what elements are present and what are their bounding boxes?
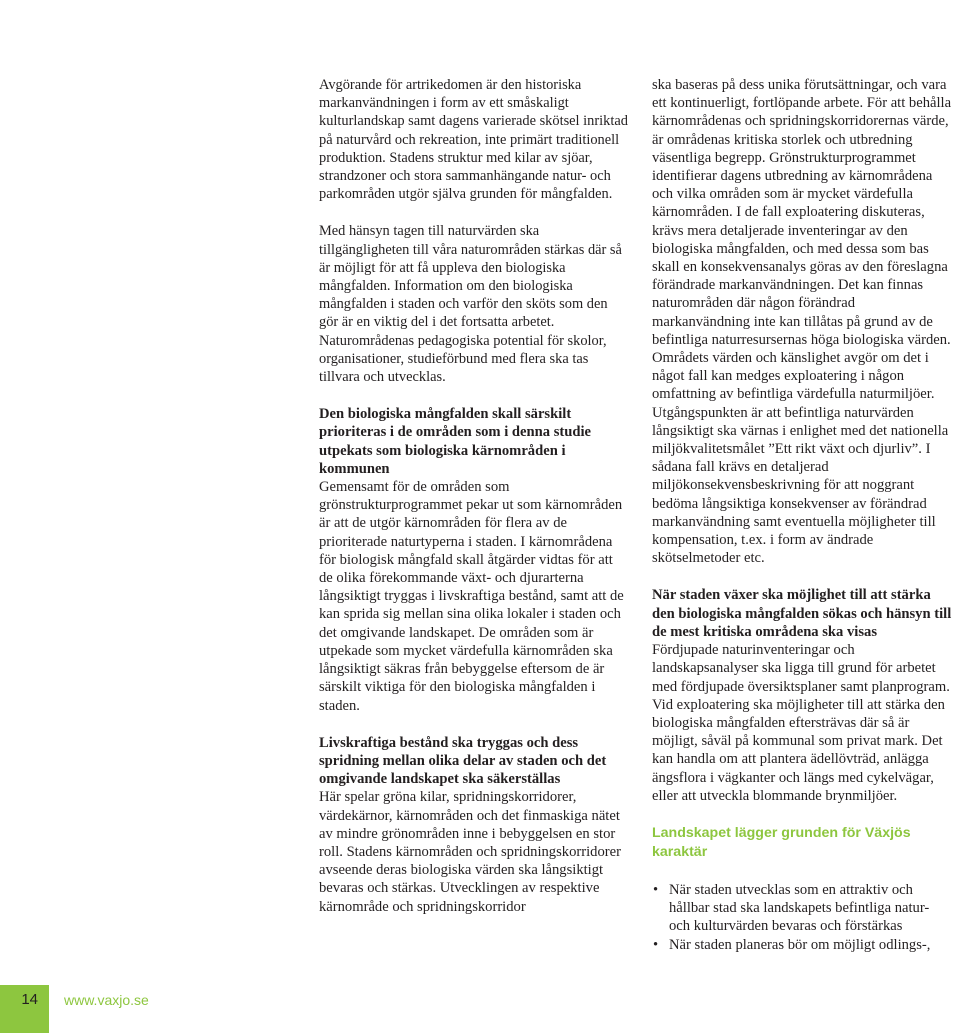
list-item [652,936,952,954]
intro-paragraph-2: Med hänsyn tagen till naturvärden ska tillgängligheten till våra naturområden stärkas där så är möjligt för att få uppleva den biologiska mångfalden. Information om den biologiska mångfalden i staden och varför den sköts som den gör är en viktig del i det fortsatta arbetet. Naturområdenas pedagogiska potential för skolor, organisationer, studieförbund med flera ska tas tillvara och utvecklas. [319,223,622,386]
list-item-text: När staden planeras bör om möjligt odlings-, [669,936,931,953]
bullet-icon: • [653,936,659,953]
body-continuation: ska baseras på dess unika förutsättningar, och vara ett kontinuerligt, fortlöpande arbete. För att behålla kärnområdenas och spridningskorridorernas värde, är områdenas kritiska storlek och utbredning väsentliga begrepp. Grönstrukturprogrammet identifierar dagens utbredning av kärnområdena och vilka områden som är mycket värdefulla kärnområden. I de fall exploatering diskuteras, krävs mera detaljerade inventeringar av den biologiska mångfalden, och med dessa som bas skall en konsekvensanalys göras av den föreslagna förändrade markanvändningen. Det kan finnas naturområden där någon förändrad markanvändning inte kan tillåtas på grund av de befintliga naturresursernas höga biologiska värden. Områdets värden och känslighet avgör om det i något fall kan medges exploatering i någon omfattning av befintliga värdefulla naturmiljöer. Utgångspunkten är att befintliga naturvärden långsiktigt ska värnas i enlighet med det nationella miljökvalitetsmålet ”Ett rikt växt och djurliv”. I sådana fall krävs en detaljerad miljökonsekvensbeskrivning för att noggrant bedöma långsiktiga konsekvenser av förändrad markanvändning samt eventuella möjligheter till kompensation, t.ex. i form av ändrade skötselmetoder etc. [652,77,952,567]
bullet-icon: • [653,881,659,898]
list-item-text: När staden utvecklas som en attraktiv och hållbar stad ska landskapets befintliga natur- och kulturvärden bevaras och förstärkas [669,881,930,935]
section-heading-city-growth: När staden växer ska möjlighet till att stärka den biologiska mångfalden sökas och hänsyn till de mest kritiska områdena ska visas [652,587,952,640]
section-title-landscape: Landskapet lägger grunden för Växjös karaktär [652,824,911,860]
section-heading-core-areas: Den biologiska mångfalden skall särskilt prioriteras i de områden som i denna studie utpekats som biologiska kärnområden i kommunen [319,406,592,477]
body-viable-populations: Här spelar gröna kilar, spridningskorridorer, värdekärnor, kärnområden och det finmaskiga nätet av mindre grönområden inne i bebyggelsen en stor roll. Stadens kärnområden och spridningskorridorer avseende deras biologiska värden ska långsiktigt bevaras och stärkas. Utvecklingen av respektive kärnområde och spridningskorridor [319,789,621,915]
body-core-areas: Gemensamt för de områden som grönstrukturprogrammet pekar ut som kärnområden är att de utgör kärnområden för flera av de prioriterade naturtyperna i staden. I kärnområdena för biologisk mångfald skall åtgärder vidtas för att de olika förekommande växt- och djurarterna långsiktigt tryggas i livskraftiga bestånd, samt att de kan sprida sig mellan sina olika lokaler i staden och det omgivande landskapet. De områden som är utpekade som mycket värdefulla kärnområden ska långsiktigt säkras från bebyggelse eftersom de är särskilt viktiga för den biologiska mångfalden i staden. [319,479,624,714]
intro-paragraph-1: Avgörande för artrikedomen är den historiska markanvändningen i form av ett småskaligt kulturlandskap samt dagens varierade skötsel inriktad på naturvård och rekreation, inte primärt traditionell produktion. Stadens struktur med kilar av sjöar, strandzoner och stora sammanhängande natur- och parkområden utgör själva grunden för mångfalden. [319,77,628,203]
right-column [652,76,952,954]
website-link[interactable]: www.vaxjo.se [64,992,149,1008]
page-number: 14 [21,991,38,1008]
bullet-list [652,881,952,954]
section-heading-viable-populations: Livskraftiga bestånd ska tryggas och dess spridning mellan olika delar av staden och det omgivande landskapet ska säkerställas [319,734,607,788]
left-column [319,76,630,916]
body-city-growth: Fördjupade naturinventeringar och landskapsanalyser ska ligga till grund för arbetet med fördjupade översiktsplaner samt planprogram. Vid exploatering ska möjligheter till att stärka den biologiska mångfalden eftersträvas där så är möjligt, såväl på kommunal som privat mark. Det kan handla om att plantera ädellövträd, anlägga ängsflora i vägkanter och längs med cykelvägar, eller att utveckla blommande brynmiljöer. [652,642,950,804]
list-item [652,881,952,936]
